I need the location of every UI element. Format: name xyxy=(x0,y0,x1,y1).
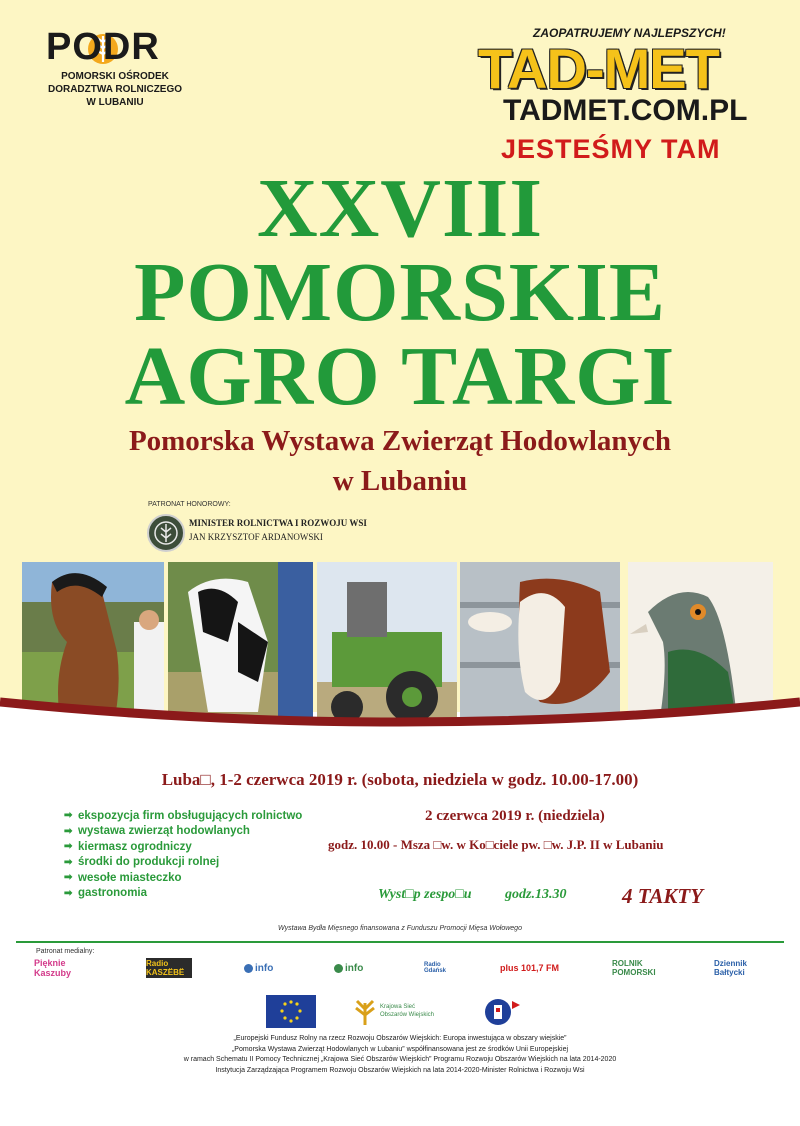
list-item-label: wesołe miasteczko xyxy=(78,871,182,884)
media-logo-text: Radio Gdańsk xyxy=(424,962,447,974)
funding-note: Wystawa Bydła Mięsnego finansowana z Funduszu Promocji Mięsa Wołowego xyxy=(278,925,522,932)
subtitle-line-1: Pomorska Wystawa Zwierząt Hodowlanych xyxy=(128,425,672,457)
footer-line: „Pomorska Wystawa Zwierząt Hodowlanych w Lubaniu” współfinansowana jest ze środków Unii Europejskiej xyxy=(231,1045,569,1053)
list-item xyxy=(64,839,302,855)
list-item xyxy=(64,808,302,824)
decorative-curve xyxy=(0,684,800,744)
arrow-icon: ➡ xyxy=(64,887,73,899)
title-line-1: XXVIII xyxy=(256,162,544,255)
ministry-emblem-icon xyxy=(147,514,185,552)
arrow-icon: ➡ xyxy=(64,872,73,884)
band-label: Wyst□p zespo□u xyxy=(378,887,472,902)
tadmet-url[interactable]: TADMET.COM.PL xyxy=(503,94,748,127)
patronage-heading: PATRONAT HONOROWY: xyxy=(148,501,231,508)
media-logo-text: ROLNIK POMORSKI xyxy=(612,959,656,977)
patron-person: JAN KRZYSZTOF ARDANOWSKI xyxy=(189,532,323,542)
media-logo-text: info xyxy=(255,962,274,974)
podr-wordmark: PODR xyxy=(46,26,160,68)
media-logo-text: info xyxy=(345,962,364,974)
arrow-icon: ➡ xyxy=(64,841,73,853)
event-dates: Luba□, 1-2 czerwca 2019 r. (sobota, niedziela w godz. 10.00-17.00) xyxy=(161,770,639,789)
sunday-date: 2 czerwca 2019 r. (niedziela) xyxy=(425,808,605,824)
list-item-label: wystawa zwierząt hodowlanych xyxy=(78,825,250,838)
arrow-icon: ➡ xyxy=(64,810,73,822)
attractions-list xyxy=(64,808,302,901)
tadmet-logo: TAD-MET xyxy=(478,37,719,100)
info-icon xyxy=(244,964,253,973)
podr-full-name xyxy=(40,70,190,109)
list-item-label: kiermasz ogrodniczy xyxy=(78,840,192,853)
media-logo-info-2[interactable] xyxy=(334,958,374,978)
list-item xyxy=(64,870,302,886)
patron-name: MINISTER ROLNICTWA I ROZWOJU WSI xyxy=(189,518,367,528)
media-logo-text: plus 101,7 FM xyxy=(500,963,560,973)
media-logo-radio-kaszebe[interactable] xyxy=(146,958,192,978)
podr-line: POMORSKI OŚRODEK xyxy=(61,71,169,82)
title-line-2: POMORSKIE xyxy=(134,246,666,339)
media-logo-text: Radio KASZËBË xyxy=(146,959,185,977)
media-logo-dziennik-baltycki[interactable] xyxy=(714,958,768,978)
divider xyxy=(16,941,784,943)
list-item-label: gastronomia xyxy=(78,887,148,900)
footer-line: w ramach Schematu II Pomocy Technicznej „Krajowa Sieć Obszarów Wiejskich” Programu Rozwoju Obszarów Wiejskich na lata 2014-2020 xyxy=(183,1056,617,1063)
mass-info: godz. 10.00 - Msza □w. w Ko□ciele pw. □w. J.P. II w Lubaniu xyxy=(328,837,664,852)
media-logo-radio-plus[interactable] xyxy=(500,958,564,978)
media-logo-radio-gdansk[interactable] xyxy=(424,958,454,978)
media-logo-rolnik-pomorski[interactable] xyxy=(612,958,670,978)
list-item xyxy=(64,886,302,902)
tadmet-tagline: ZAOPATRUJEMY NAJLEPSZYCH! xyxy=(533,26,726,40)
media-heading: Patronat medialny: xyxy=(36,948,95,955)
list-item xyxy=(64,855,302,871)
media-logo-info-1[interactable] xyxy=(244,958,284,978)
list-item-label: ekspozycja firm obsługujących rolnictwo xyxy=(78,809,303,822)
band-time: godz.13.30 xyxy=(505,887,567,902)
title-line-3: AGRO TARGI xyxy=(124,330,676,423)
ksow-logo-icon xyxy=(352,995,435,1031)
list-item-label: środki do produkcji rolnej xyxy=(78,856,220,869)
arrow-icon: ➡ xyxy=(64,825,73,837)
arrow-icon: ➡ xyxy=(64,856,73,868)
podr-line: W LUBANIU xyxy=(86,97,144,108)
info-icon xyxy=(334,964,343,973)
footer-line: Instytucja Zarządzająca Programem Rozwoju Obszarów Wiejskich na lata 2014-2020-Minister Rolnictwa i Rozwoju Wsi xyxy=(215,1066,585,1074)
tadmet-slogan: JESTEŚMY TAM xyxy=(501,134,721,164)
eu-flag-icon xyxy=(266,995,316,1033)
ksow-text: Krajowa Sieć Obszarów Wiejskich xyxy=(380,1004,435,1018)
subtitle-line-2: w Lubaniu xyxy=(332,465,468,497)
podr-line: DORADZTWA ROLNICZEGO xyxy=(47,84,183,95)
list-item xyxy=(64,824,302,840)
media-logo-text: Pięknie Kaszuby xyxy=(34,958,72,978)
media-logo-piekne-kaszuby[interactable] xyxy=(34,958,98,978)
prow-logo-icon xyxy=(482,995,522,1034)
band-name: 4 TAKTY xyxy=(622,884,704,908)
footer-text xyxy=(0,1034,800,1076)
footer-line: „Europejski Fundusz Rolny na rzecz Rozwoju Obszarów Wiejskich: Europa inwestująca w obszary wiejskie” xyxy=(233,1035,567,1042)
media-logo-text: Dziennik Bałtycki xyxy=(714,959,747,977)
